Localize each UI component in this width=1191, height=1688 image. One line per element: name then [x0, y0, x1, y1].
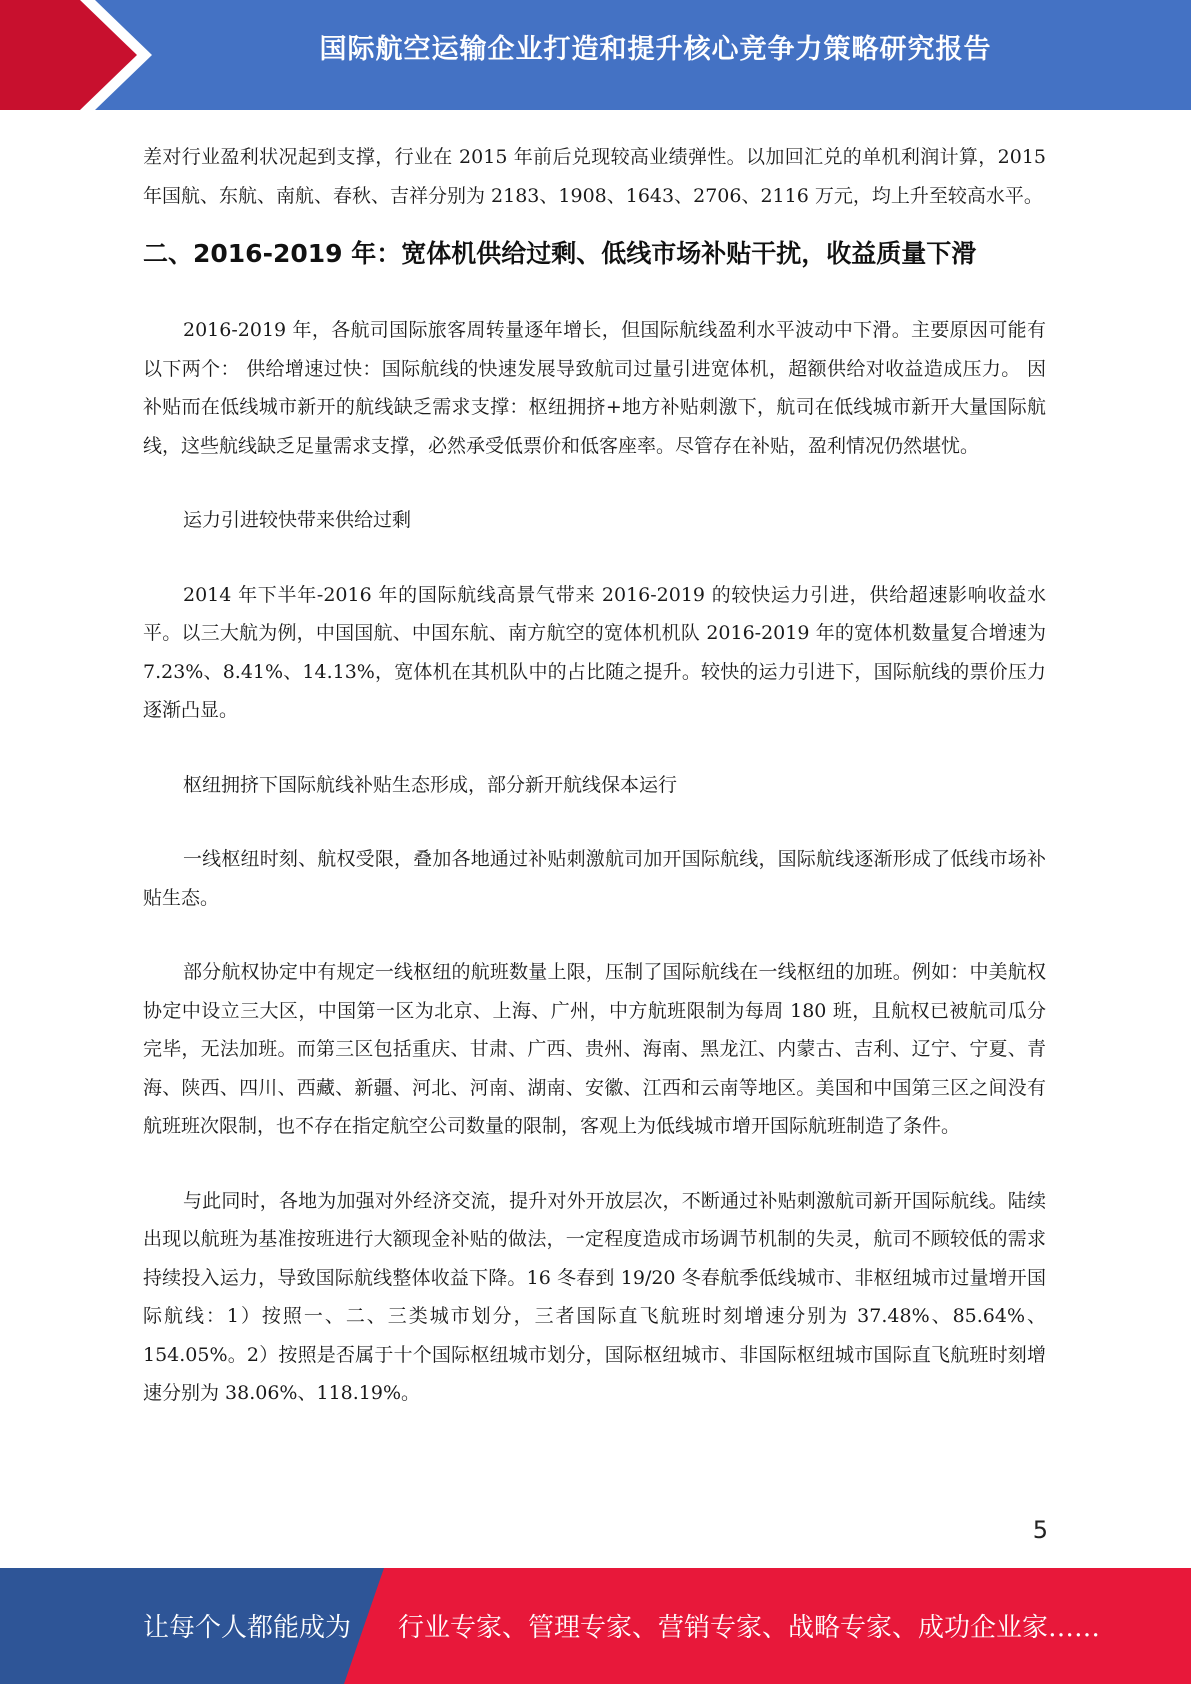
paragraph-hub-limits: 一线枢纽时刻、航权受限，叠加各地通过补贴刺激航司加开国际航线，国际航线逐渐形成了低线市场补贴生态。	[143, 848, 1046, 909]
paragraph-profit-2015: 差对行业盈利状况起到支撑，行业在 2015 年前后兑现较高业绩弹性。以加回汇兑的单机利润计算，2015 年国航、东航、南航、春秋、吉祥分别为 2183、1908、1643、2706、2116 万元，均上升至较高水平。	[143, 146, 1046, 207]
footer-slogan-right: 行业专家、管理专家、营销专家、战略专家、成功企业家……	[398, 1613, 1101, 1643]
page-footer	[0, 1568, 1191, 1684]
paragraph-reasons: 2016-2019 年，各航司国际旅客周转量逐年增长，但国际航线盈利水平波动中下滑。主要原因可能有以下两个： 供给增速过快：国际航线的快速发展导致航司过量引进宽体机，超额供给对收益造成压力。 因补贴而在低线城市新开的航线缺乏需求支撑：枢纽拥挤+地方补贴刺激下，航司在低线城市新开大量国际航线，这些航线缺乏足量需求支撑，必然承受低票价和低客座率。尽管存在补贴，盈利情况仍然堪忧。	[143, 319, 1046, 457]
paragraph-local-subsidies: 与此同时，各地为加强对外经济交流，提升对外开放层次，不断通过补贴刺激航司新开国际航线。陆续出现以航班为基准按班进行大额现金补贴的做法，一定程度造成市场调节机制的失灵，航司不顾较低的需求持续投入运力，导致国际航线整体收益下降。16 冬春到 19/20 冬春航季低线城市、非枢纽城市过量增开国际航线：1）按照一、二、三类城市划分，三者国际直飞航班时刻增速分别为 37.48%、85.64%、154.05%。2）按照是否属于十个国际枢纽城市划分，国际枢纽城市、非国际枢纽城市国际直飞航班时刻增速分别为 38.06%、118.19%。	[143, 1189, 1046, 1404]
paragraph-air-rights: 部分航权协定中有规定一线枢纽的航班数量上限，压制了国际航线在一线枢纽的加班。例如：中美航权协定中设立三大区，中国第一区为北京、上海、广州，中方航班限制为每周 180 班，且航权已被航司瓜分完毕，无法加班。而第三区包括重庆、甘肃、广西、贵州、海南、黑龙江、内蒙古、吉利、辽宁、宁夏、青海、陕西、四川、西藏、新疆、河北、河南、湖南、安徽、江西和云南等地区。美国和中国第三区之间没有航班班次限制，也不存在指定航空公司数量的限制，客观上为低线城市增开国际航班制造了条件。	[143, 961, 1046, 1137]
subheading-oversupply: 运力引进较快带来供给过剩	[183, 509, 412, 531]
paragraph-capacity-growth: 2014 年下半年-2016 年的国际航线高景气带来 2016-2019 的较快运力引进，供给超速影响收益水平。以三大航为例，中国国航、中国东航、南方航空的宽体机机队 2016-2019 年的宽体机数量复合增速为 7.23%、8.41%、14.13%，宽体机在其机队中的占比随之提升。较快的运力引进下，国际航线的票价压力逐渐凸显。	[143, 583, 1046, 721]
section-heading-2016-2019: 二、2016-2019 年：宽体机供给过剩、低线市场补贴干扰，收益质量下滑	[143, 239, 977, 268]
header-title: 国际航空运输企业打造和提升核心竞争力策略研究报告	[319, 34, 992, 65]
document-body	[143, 138, 1046, 1413]
footer-slogan-left: 让每个人都能成为	[143, 1613, 352, 1643]
page-number: 5	[1032, 1516, 1048, 1544]
page-header	[0, 0, 1191, 110]
subheading-subsidy-ecosystem: 枢纽拥挤下国际航线补贴生态形成，部分新开航线保本运行	[183, 773, 678, 796]
